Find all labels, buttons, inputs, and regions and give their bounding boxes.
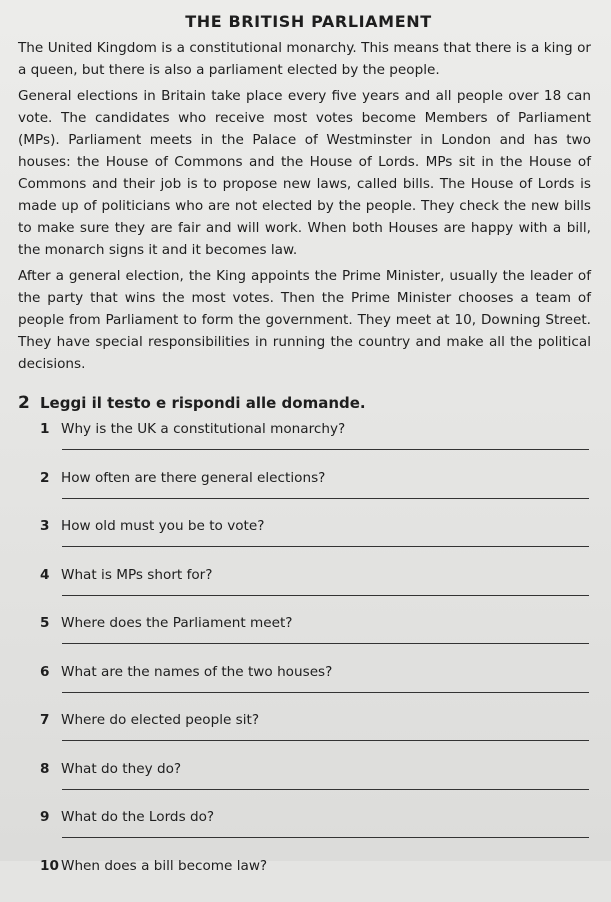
answer-line[interactable] — [62, 837, 589, 838]
question-text: How old must you be to vote? — [61, 518, 264, 534]
question-item — [18, 805, 591, 854]
question-text: Why is the UK a constitutional monarchy? — [61, 421, 345, 437]
question-number: 6 — [40, 664, 49, 680]
answer-line[interactable] — [62, 789, 589, 790]
exercise-heading — [18, 393, 591, 413]
exercise-number: 2 — [18, 393, 40, 413]
question-text: When does a bill become law? — [61, 858, 267, 874]
question-item — [18, 611, 591, 660]
paragraph-elections: General elections in Britain take place every five years and all people over 18 can vote. The candidates who receive most votes become Members of Parliament (MPs). Parliament meets in the Palace of Westminster in London and has two houses: the House of Commons and the House of Lords. MPs sit in the House of Commons and their job is to propose new laws, called bills. The House of Lords is made up of politicians who are not elected by the people. They check the new bills to make sure they are fair and will work. When both Houses are happy with a bill, the monarch signs it and it becomes law. — [18, 85, 591, 261]
answer-line[interactable] — [62, 643, 589, 644]
answer-line[interactable] — [62, 546, 589, 547]
answer-line[interactable] — [62, 692, 589, 693]
paragraph-intro: The United Kingdom is a constitutional monarchy. This means that there is a king or a queen, but there is also a parliament elected by the people. — [18, 37, 591, 81]
question-item — [18, 708, 591, 757]
question-text: What are the names of the two houses? — [61, 664, 332, 680]
question-text: Where do elected people sit? — [61, 712, 259, 728]
question-item — [18, 660, 591, 709]
question-number: 2 — [40, 470, 49, 486]
paragraph-government: After a general election, the King appoints the Prime Minister, usually the leader of the party that wins the most votes. Then the Prime Minister chooses a team of people from Parliament to form the government. They meet at 10, Downing Street. They have special responsibilities in running the country and make all the political decisions. — [18, 265, 591, 375]
exercise-instruction: Leggi il testo e rispondi alle domande. — [40, 394, 366, 412]
question-text: What do the Lords do? — [61, 809, 214, 825]
question-item — [18, 514, 591, 563]
answer-line[interactable] — [62, 449, 589, 450]
question-number: 5 — [40, 615, 49, 631]
question-number: 8 — [40, 761, 49, 777]
question-item — [18, 563, 591, 612]
answer-line[interactable] — [62, 740, 589, 741]
question-number: 4 — [40, 567, 49, 583]
question-number: 3 — [40, 518, 49, 534]
question-item — [18, 757, 591, 806]
answer-line[interactable] — [62, 595, 589, 596]
page-title: THE BRITISH PARLIAMENT — [18, 12, 591, 31]
question-text: How often are there general elections? — [61, 470, 325, 486]
question-list — [18, 417, 591, 902]
question-number: 1 — [40, 421, 49, 437]
question-number: 7 — [40, 712, 49, 728]
answer-line[interactable] — [62, 498, 589, 499]
question-item — [18, 466, 591, 515]
question-text: What do they do? — [61, 761, 181, 777]
question-text: Where does the Parliament meet? — [61, 615, 293, 631]
question-text: What is MPs short for? — [61, 567, 212, 583]
question-item — [18, 417, 591, 466]
question-number: 9 — [40, 809, 49, 825]
question-number: 10 — [40, 858, 59, 874]
